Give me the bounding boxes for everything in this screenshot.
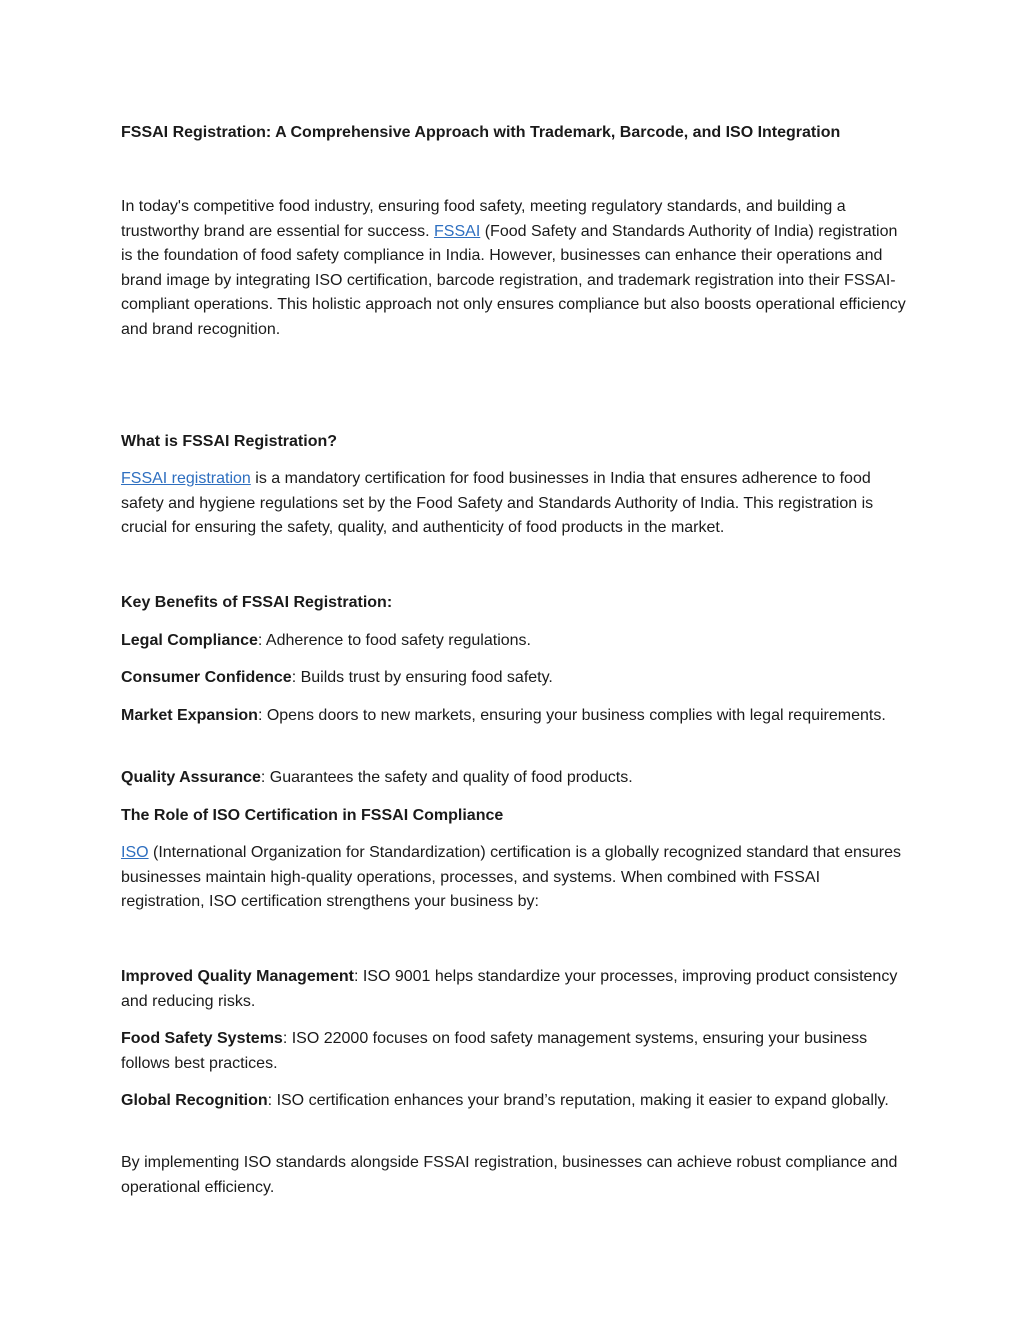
what-is-text: is a mandatory certification for food businesses in India that ensures adherence to food safety and hygiene regulations set by the Food Safety and Standards Authority of India. This registration is crucial for ensuring the safety, quality, and authenticity of food products in the market.	[121, 470, 874, 536]
iso-benefit-item	[121, 1089, 906, 1114]
benefit-desc: : Builds trust by ensuring food safety.	[291, 669, 553, 686]
iso-benefit-term: Improved Quality Management	[121, 968, 354, 985]
benefit-item	[121, 629, 906, 654]
iso-heading: The Role of ISO Certification in FSSAI Compliance	[121, 807, 504, 824]
iso-link[interactable]: ISO	[121, 844, 149, 861]
what-is-paragraph	[121, 467, 906, 541]
iso-text: (International Organization for Standardization) certification is a globally recognized standard that ensures businesses maintain high-quality operations, processes, and systems. When combined with FSSAI registration, ISO certification strengthens your business by:	[121, 844, 901, 910]
benefit-term: Consumer Confidence	[121, 669, 292, 686]
intro-text-end: (Food Safety and Standards Authority of India) registration is the foundation of food safety compliance in India. However, businesses can enhance their operations and brand image by integrating ISO certification, barcode registration, and trademark registration into their FSSAI-compliant operations. This holistic approach not only ensures compliance but also boosts operational efficiency and brand recognition.	[121, 222, 906, 338]
what-is-heading: What is FSSAI Registration?	[121, 433, 338, 450]
iso-benefit-item	[121, 965, 906, 1014]
iso-benefit-term: Food Safety Systems	[121, 1030, 283, 1047]
iso-benefit-desc: : ISO certification enhances your brand’s reputation, making it easier to expand globally.	[267, 1092, 889, 1109]
fssai-registration-link[interactable]: FSSAI registration	[121, 470, 251, 487]
benefit-item	[121, 766, 906, 791]
benefit-desc: : Opens doors to new markets, ensuring your business complies with legal requirements.	[257, 707, 886, 724]
iso-benefit-desc: : ISO 9001 helps standardize your processes, improving product consistency and reducing risks.	[121, 968, 898, 1010]
benefit-term: Quality Assurance	[121, 769, 261, 786]
document-title: FSSAI Registration: A Comprehensive Approach with Trademark, Barcode, and ISO Integration	[121, 124, 841, 141]
benefit-term: Legal Compliance	[121, 632, 258, 649]
benefit-item	[121, 666, 906, 691]
benefits-heading: Key Benefits of FSSAI Registration:	[121, 594, 393, 611]
benefit-desc: : Guarantees the safety and quality of food products.	[260, 769, 633, 786]
benefit-term: Market Expansion	[121, 707, 258, 724]
closing-paragraph: By implementing ISO standards alongside FSSAI registration, businesses can achieve robust compliance and operational efficiency.	[121, 1154, 898, 1196]
iso-paragraph	[121, 841, 906, 915]
iso-benefit-desc: : ISO 22000 focuses on food safety management systems, ensuring your business follows best practices.	[121, 1030, 868, 1072]
benefit-desc: : Adherence to food safety regulations.	[257, 632, 531, 649]
benefit-item	[121, 704, 906, 729]
iso-benefit-item	[121, 1027, 906, 1076]
iso-benefit-term: Global Recognition	[121, 1092, 268, 1109]
fssai-link[interactable]: FSSAI	[434, 222, 481, 240]
intro-paragraph	[121, 195, 906, 342]
intro-text-start: In today's competitive food industry, ensuring food safety, meeting regulatory standards, and building a trustworthy brand are essential for success.	[121, 198, 846, 240]
